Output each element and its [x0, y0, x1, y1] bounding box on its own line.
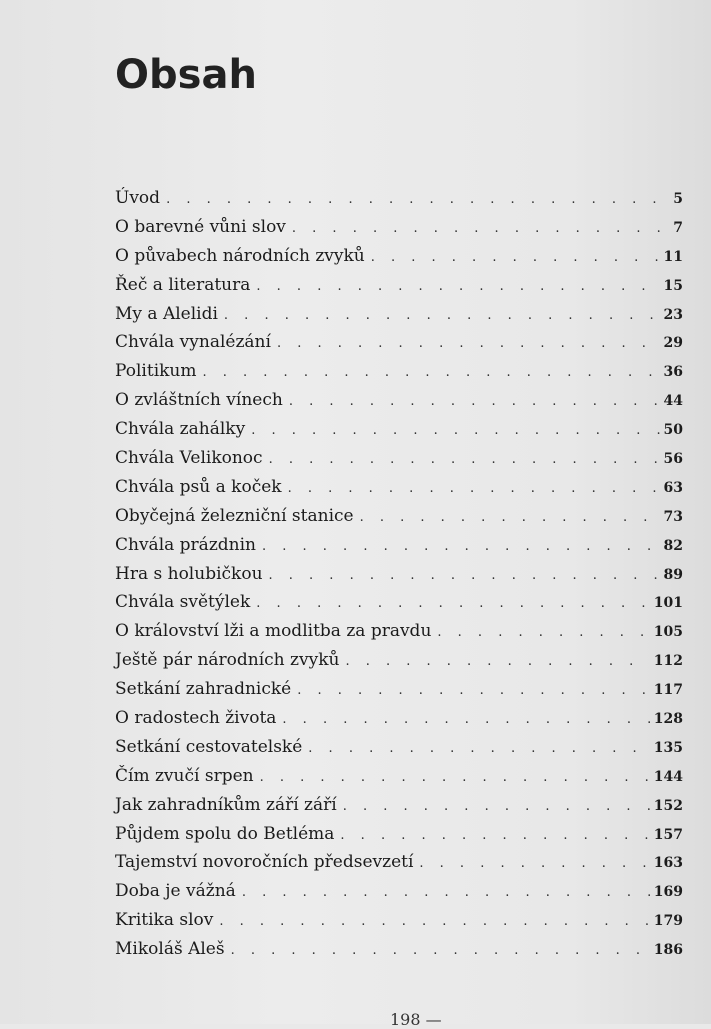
toc-title: Čím zvučí srpen: [115, 765, 254, 786]
toc-title: Jak zahradníkům září září: [115, 794, 337, 815]
toc-entry: [115, 473, 683, 502]
toc-title: O zvláštních vínech: [115, 390, 283, 411]
toc-page: 7: [673, 219, 683, 236]
toc-page: 36: [663, 364, 683, 381]
leader-dots: [297, 677, 650, 706]
page-title: Obsah: [115, 52, 257, 98]
toc-page: 179: [653, 913, 683, 930]
toc-entry: [115, 791, 683, 820]
toc-title: O království lži a modlitba za pravdu: [115, 621, 432, 642]
toc-entry: [115, 300, 683, 329]
leader-dots: [256, 273, 659, 302]
toc-title: Chvála prázdnin: [115, 534, 256, 555]
toc-entry: [115, 242, 683, 271]
toc-entry: [115, 444, 683, 473]
toc-page: 135: [653, 739, 683, 756]
leader-dots: [437, 619, 649, 648]
toc-page: 163: [653, 855, 683, 872]
leader-dots: [282, 706, 649, 735]
leader-dots: [256, 590, 649, 619]
leader-dots: [203, 359, 660, 388]
leader-dots: [219, 908, 649, 937]
toc-page: 89: [663, 566, 683, 583]
toc-title: Chvála psů a koček: [115, 476, 282, 497]
toc-entry: [115, 704, 683, 733]
toc-page: 101: [653, 595, 683, 612]
toc-entry: [115, 531, 683, 560]
leader-dots: [269, 562, 660, 591]
toc-title: Doba je vážná: [115, 881, 236, 902]
toc-page: 117: [653, 682, 683, 699]
toc-title: Půjdem spolu do Betléma: [115, 823, 335, 844]
leader-dots: [343, 793, 650, 822]
toc-title: Politikum: [115, 361, 197, 382]
toc-entry: [115, 820, 683, 849]
toc-entry: [115, 271, 683, 300]
toc-title: Kritika slov: [115, 910, 214, 931]
toc-entry: [115, 328, 683, 357]
leader-dots: [277, 330, 660, 359]
toc-title: My a Alelidi: [115, 303, 218, 324]
toc-entry: [115, 617, 683, 646]
toc-page: 44: [663, 393, 683, 410]
toc-title: O barevné vůni slov: [115, 216, 286, 237]
toc-entry: [115, 184, 683, 213]
leader-dots: [166, 186, 669, 215]
leader-dots: [289, 388, 660, 417]
toc-entry: [115, 877, 683, 906]
toc-title: Chvála zahálky: [115, 419, 246, 440]
toc-title: Chvála Velikonoc: [115, 448, 263, 469]
toc-page: 152: [653, 797, 683, 814]
toc-page: 169: [653, 884, 683, 901]
toc-title: Setkání zahradnické: [115, 679, 292, 700]
toc-entry: [115, 733, 683, 762]
toc-entry: [115, 588, 683, 617]
leader-dots: [288, 475, 660, 504]
toc-page: 157: [653, 826, 683, 843]
leader-dots: [292, 215, 669, 244]
toc-page: 50: [663, 422, 683, 439]
toc-page: 128: [653, 711, 683, 728]
table-of-contents: [115, 184, 683, 964]
toc-entry: [115, 502, 683, 531]
toc-entry: [115, 357, 683, 386]
toc-page: 29: [663, 335, 683, 352]
toc-page: 144: [653, 768, 683, 785]
leader-dots: [345, 648, 649, 677]
toc-title: O půvabech národních zvyků: [115, 245, 365, 266]
leader-dots: [251, 417, 659, 446]
toc-title: Chvála světýlek: [115, 592, 251, 613]
leader-dots: [419, 850, 649, 879]
toc-entry: [115, 213, 683, 242]
leader-dots: [308, 735, 649, 764]
toc-entry: [115, 848, 683, 877]
page-number: 198 —: [390, 1010, 442, 1029]
toc-title: Řeč a literatura: [115, 274, 251, 295]
leader-dots: [242, 879, 650, 908]
toc-title: Tajemství novoročních předsevzetí: [115, 852, 414, 873]
toc-page: 73: [663, 508, 683, 525]
toc-title: Mikoláš Aleš: [115, 939, 225, 960]
toc-page: 56: [663, 451, 683, 468]
toc-entry: [115, 675, 683, 704]
toc-entry: [115, 646, 683, 675]
toc-title: Chvála vynalézání: [115, 332, 271, 353]
toc-page: 82: [663, 537, 683, 554]
toc-title: Obyčejná železniční stanice: [115, 505, 354, 526]
toc-entry: [115, 906, 683, 935]
leader-dots: [231, 937, 650, 966]
leader-dots: [360, 504, 660, 533]
toc-title: Ještě pár národních zvyků: [115, 650, 340, 671]
leader-dots: [269, 446, 660, 475]
toc-entry: [115, 762, 683, 791]
leader-dots: [371, 244, 660, 273]
leader-dots: [262, 533, 660, 562]
toc-title: Hra s holubičkou: [115, 563, 263, 584]
leader-dots: [340, 822, 649, 851]
leader-dots: [260, 764, 650, 793]
toc-page: 15: [663, 277, 683, 294]
toc-page: 63: [663, 479, 683, 496]
toc-page: 23: [663, 306, 683, 323]
toc-page: 105: [653, 624, 683, 641]
toc-entry: [115, 386, 683, 415]
toc-entry: [115, 935, 683, 964]
toc-page: 5: [673, 191, 683, 207]
toc-title: Setkání cestovatelské: [115, 736, 303, 757]
toc-page: 112: [653, 653, 683, 670]
toc-entry: [115, 560, 683, 589]
toc-entry: [115, 415, 683, 444]
toc-title: Úvod: [115, 188, 161, 208]
toc-page: 186: [653, 942, 683, 959]
leader-dots: [224, 302, 660, 331]
toc-title: O radostech života: [115, 708, 277, 729]
toc-page: 11: [663, 248, 683, 265]
